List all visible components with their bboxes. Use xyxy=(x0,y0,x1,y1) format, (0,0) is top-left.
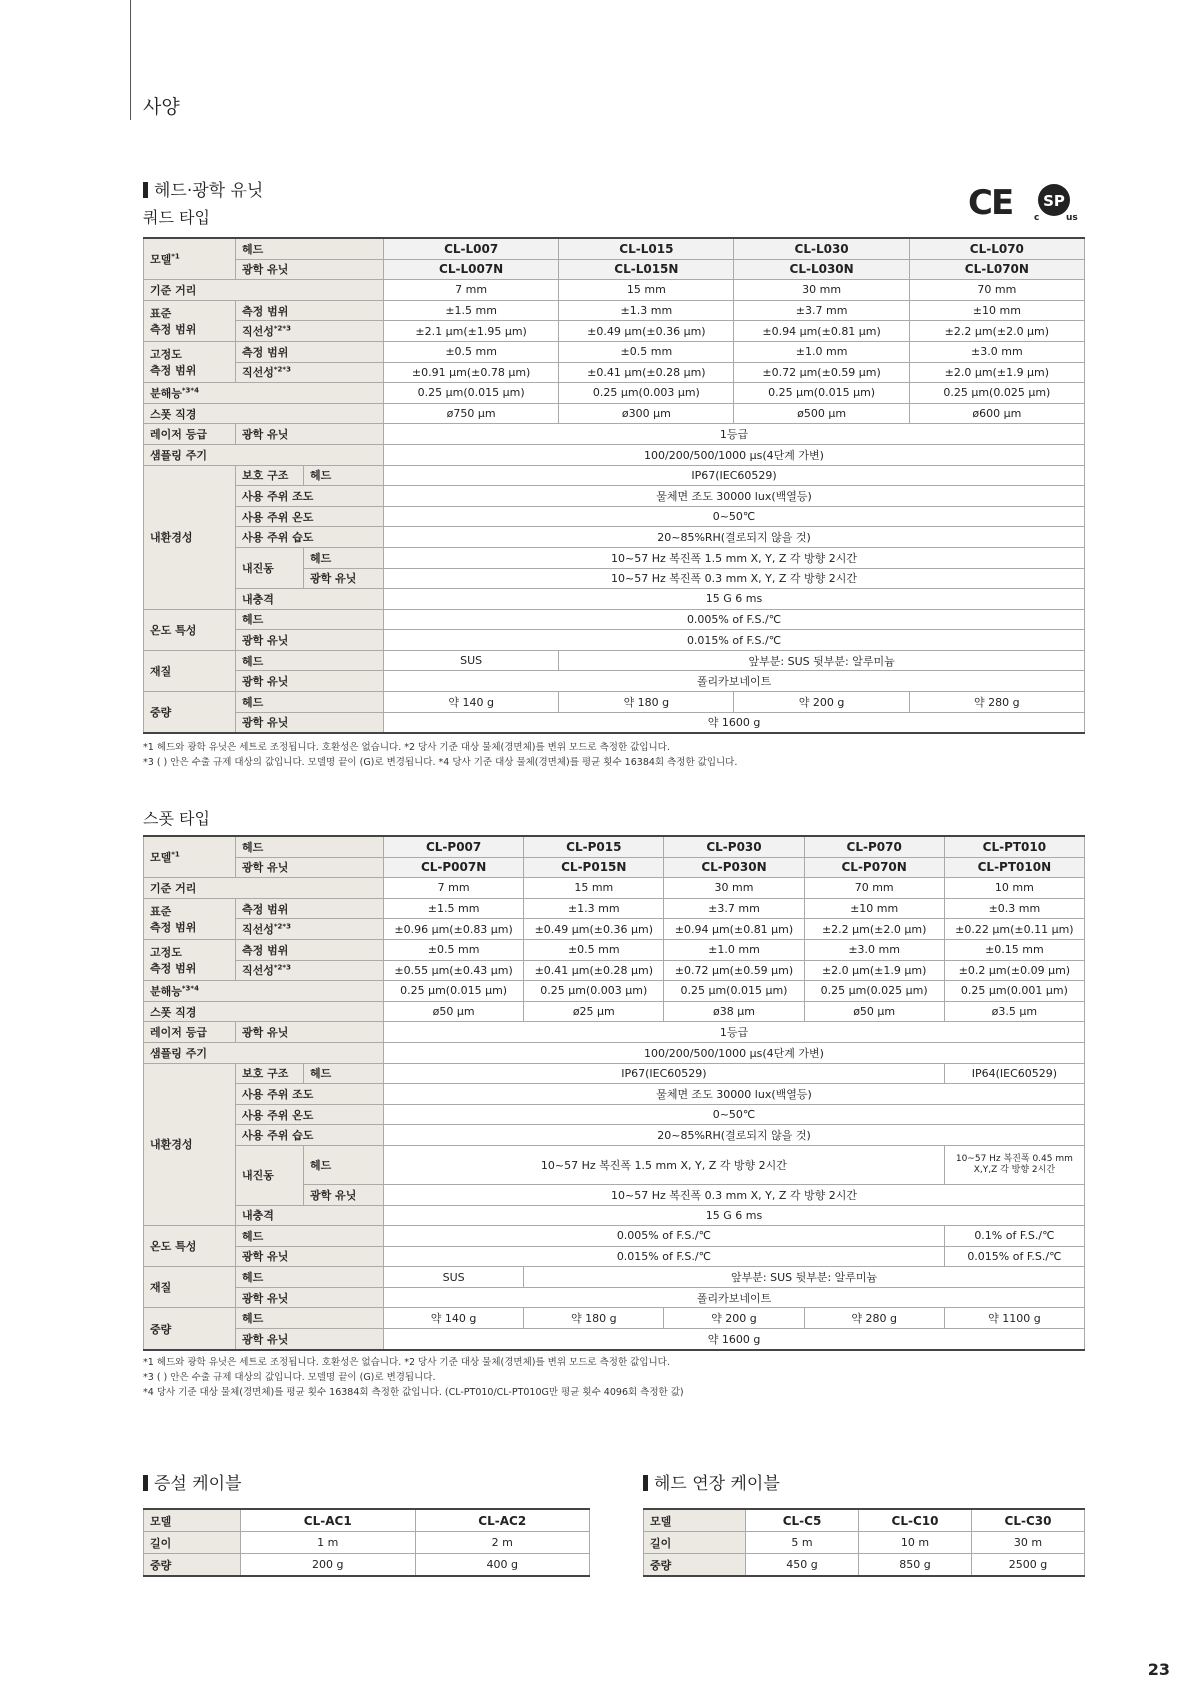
weight-label: 중량 xyxy=(144,692,236,734)
weight-label: 중량 xyxy=(144,1308,236,1350)
table-row xyxy=(144,1226,1085,1247)
value-cell: ±0.94 μm(±0.81 μm) xyxy=(734,321,909,342)
value-cell: 0.25 μm(0.015 μm) xyxy=(664,981,804,1002)
table-row xyxy=(144,506,1085,527)
table-row xyxy=(144,671,1085,692)
head-label: 헤드 xyxy=(236,692,384,713)
table-row xyxy=(144,362,1085,383)
table-row xyxy=(144,1532,590,1554)
spot-notes xyxy=(143,1355,684,1400)
light-label: 사용 주위 조도 xyxy=(236,1084,384,1105)
value-cell: ø300 μm xyxy=(559,403,734,424)
value-cell: 0~50℃ xyxy=(384,506,1085,527)
table-row xyxy=(144,1246,1085,1267)
value-cell: ø500 μm xyxy=(734,403,909,424)
meas-range-label: 측정 범위 xyxy=(236,939,384,960)
section-title-text: 헤드 연장 케이블 xyxy=(654,1474,780,1494)
value-cell: 1등급 xyxy=(384,1022,1085,1043)
subsection-title-quad: 쿼드 타입 xyxy=(143,208,210,227)
value-cell: 0.015% of F.S./℃ xyxy=(384,630,1085,651)
value-cell: 7 mm xyxy=(384,280,559,301)
material-label: 재질 xyxy=(144,1267,236,1308)
section-title-text: 헤드·광학 유닛 xyxy=(154,181,264,201)
head-label: 헤드 xyxy=(236,1267,384,1288)
shock-label: 내충격 xyxy=(236,1205,384,1226)
humid-label: 사용 주위 습도 xyxy=(236,1125,384,1146)
model-cell: CL-AC1 xyxy=(241,1509,416,1532)
table-row xyxy=(144,1329,1085,1350)
head-label: 헤드 xyxy=(236,238,384,259)
value-cell: 0.015% of F.S./℃ xyxy=(944,1246,1084,1267)
value-cell: ±2.0 μm(±1.9 μm) xyxy=(909,362,1084,383)
value-cell: 2 m xyxy=(415,1532,590,1554)
value-cell: ±2.0 μm(±1.9 μm) xyxy=(804,960,944,981)
model-cell: CL-P070N xyxy=(804,857,944,878)
value-cell: ±1.0 mm xyxy=(734,341,909,362)
value-cell: ±0.41 μm(±0.28 μm) xyxy=(559,362,734,383)
table-row xyxy=(144,857,1085,878)
table-row xyxy=(144,898,1085,919)
value-cell: 0.1% of F.S./℃ xyxy=(944,1226,1084,1247)
value-cell: ±0.5 mm xyxy=(384,939,524,960)
model-cell: CL-C10 xyxy=(859,1509,972,1532)
value-cell: ±0.3 mm xyxy=(944,898,1084,919)
table-row xyxy=(144,1063,1085,1084)
head-label: 헤드 xyxy=(236,609,384,630)
footnote: *4 당사 기준 대상 물체(경면체)를 평균 횟수 16384회 측정한 값입니다. (CL-PT010/CL-PT010G만 평균 횟수 4096회 측정한 값) xyxy=(143,1387,684,1398)
value-cell: 100/200/500/1000 μs(4단계 가변) xyxy=(384,444,1085,465)
value-cell: 0.25 μm(0.015 μm) xyxy=(384,383,559,404)
value-cell: 약 1100 g xyxy=(944,1308,1084,1329)
optical-label: 광학 유닛 xyxy=(304,568,384,589)
model-cell: CL-AC2 xyxy=(415,1509,590,1532)
table-row xyxy=(144,444,1085,465)
weight-label: 중량 xyxy=(144,1554,241,1577)
value-cell: 15 mm xyxy=(524,878,664,899)
head-label: 헤드 xyxy=(236,650,384,671)
value-cell: 15 G 6 ms xyxy=(384,1205,1085,1226)
table-row xyxy=(144,1042,1085,1063)
table-row xyxy=(144,712,1085,733)
value-cell: 10~57 Hz 복진폭 1.5 mm X, Y, Z 각 방향 2시간 xyxy=(384,547,1085,568)
value-cell: 0.25 μm(0.025 μm) xyxy=(909,383,1084,404)
head-label: 헤드 xyxy=(304,547,384,568)
value-cell: ±1.0 mm xyxy=(664,939,804,960)
footnote: *1 헤드와 광학 유닛은 세트로 조정됩니다. 호환성은 없습니다. *2 당사 기준 대상 물체(경면체)를 변위 모드로 측정한 값입니다. xyxy=(143,1357,670,1368)
value-cell: IP67(IEC60529) xyxy=(384,465,1085,486)
vib-label: 내진동 xyxy=(236,547,304,588)
model-cell: CL-P030N xyxy=(664,857,804,878)
temp-label: 사용 주위 온도 xyxy=(236,506,384,527)
value-cell: 0.25 μm(0.003 μm) xyxy=(559,383,734,404)
optical-label: 광학 유닛 xyxy=(236,1287,384,1308)
optical-label: 광학 유닛 xyxy=(236,1246,384,1267)
table-row xyxy=(144,465,1085,486)
length-label: 길이 xyxy=(644,1532,746,1554)
value-cell: 10~57 Hz 복진폭 0.3 mm X, Y, Z 각 방향 2시간 xyxy=(384,568,1085,589)
table-row xyxy=(144,589,1085,610)
value-cell: 물체면 조도 30000 lux(백열등) xyxy=(384,1084,1085,1105)
model-cell: CL-L015 xyxy=(559,238,734,259)
value-cell: ±3.0 mm xyxy=(804,939,944,960)
value-cell: 0.25 μm(0.015 μm) xyxy=(734,383,909,404)
value-cell: 70 mm xyxy=(909,280,1084,301)
laser-label: 레이저 등급 xyxy=(144,424,236,445)
value-cell: 약 200 g xyxy=(734,692,909,713)
table-row xyxy=(144,1554,590,1577)
csa-mark-text: SP xyxy=(1043,192,1065,210)
value-cell: ±3.0 mm xyxy=(909,341,1084,362)
value-cell: 약 140 g xyxy=(384,1308,524,1329)
value-cell: 100/200/500/1000 μs(4단계 가변) xyxy=(384,1042,1085,1063)
table-row xyxy=(144,280,1085,301)
table-row xyxy=(144,1509,590,1532)
head-label: 헤드 xyxy=(236,836,384,857)
value-cell: ±0.2 μm(±0.09 μm) xyxy=(944,960,1084,981)
model-cell: CL-L007 xyxy=(384,238,559,259)
model-cell: CL-PT010N xyxy=(944,857,1084,878)
value-cell: ø600 μm xyxy=(909,403,1084,424)
model-cell: CL-L030N xyxy=(734,259,909,280)
model-cell: CL-P007 xyxy=(384,836,524,857)
value-cell: ±3.7 mm xyxy=(664,898,804,919)
table-row xyxy=(144,1125,1085,1146)
value-cell: 15 G 6 ms xyxy=(384,589,1085,610)
model-label: 모델 xyxy=(644,1509,746,1532)
quad-spec-table xyxy=(143,237,1085,734)
footnote: *3 ( ) 안은 수출 규제 대상의 값입니다. 모델명 끝이 (G)로 변경됩니다. *4 당사 기준 대상 물체(경면체)를 평균 횟수 16384회 측정한 값입니다. xyxy=(143,757,738,768)
value-cell: SUS xyxy=(384,650,559,671)
weight-label: 중량 xyxy=(644,1554,746,1577)
value-cell: ±0.91 μm(±0.78 μm) xyxy=(384,362,559,383)
env-label: 내환경성 xyxy=(144,1063,236,1226)
table-row xyxy=(144,919,1085,940)
value-cell: ±10 mm xyxy=(804,898,944,919)
quad-notes xyxy=(143,740,737,770)
table-row xyxy=(144,1084,1085,1105)
ce-mark-icon: CE xyxy=(968,183,1013,223)
value-cell: ø750 μm xyxy=(384,403,559,424)
head-label: 헤드 xyxy=(304,1145,384,1184)
model-cell: CL-P070 xyxy=(804,836,944,857)
table-row xyxy=(144,630,1085,651)
optical-label: 광학 유닛 xyxy=(236,630,384,651)
temp-label: 사용 주위 온도 xyxy=(236,1104,384,1125)
value-cell: 10 m xyxy=(859,1532,972,1554)
value-cell: 0.25 μm(0.001 μm) xyxy=(944,981,1084,1002)
head-label: 헤드 xyxy=(304,465,384,486)
model-cell: CL-L030 xyxy=(734,238,909,259)
value-cell: SUS xyxy=(384,1267,524,1288)
optical-label: 광학 유닛 xyxy=(236,1329,384,1350)
value-cell: IP67(IEC60529) xyxy=(384,1063,945,1084)
value-cell: ±0.22 μm(±0.11 μm) xyxy=(944,919,1084,940)
value-cell: ±0.5 mm xyxy=(559,341,734,362)
value-cell: 10~57 Hz 복진폭 1.5 mm X, Y, Z 각 방향 2시간 xyxy=(384,1145,945,1184)
protect-label: 보호 구조 xyxy=(236,465,304,486)
sampling-label: 샘플링 주기 xyxy=(144,444,384,465)
model-cell: CL-C5 xyxy=(746,1509,859,1532)
standard-range-label: 표준 측정 범위 xyxy=(144,898,236,939)
optical-label: 광학 유닛 xyxy=(236,424,384,445)
value-cell: 10~57 Hz 복진폭 0.45 mm X,Y,Z 각 방향 2시간 xyxy=(944,1145,1084,1184)
value-cell: 0.005% of F.S./℃ xyxy=(384,609,1085,630)
table-row xyxy=(644,1532,1085,1554)
table-row xyxy=(144,486,1085,507)
value-cell: 1등급 xyxy=(384,424,1085,445)
head-label: 헤드 xyxy=(236,1308,384,1329)
table-row xyxy=(144,341,1085,362)
table-row xyxy=(144,960,1085,981)
meas-range-label: 측정 범위 xyxy=(236,898,384,919)
model-cell: CL-L007N xyxy=(384,259,559,280)
value-cell: ±0.49 μm(±0.36 μm) xyxy=(524,919,664,940)
spot-label: 스폿 직경 xyxy=(144,403,384,424)
table-row xyxy=(144,1145,1085,1184)
value-cell: 약 180 g xyxy=(559,692,734,713)
value-cell: 0~50℃ xyxy=(384,1104,1085,1125)
protect-label: 보호 구조 xyxy=(236,1063,304,1084)
table-row xyxy=(144,1001,1085,1022)
value-cell: 0.015% of F.S./℃ xyxy=(384,1246,945,1267)
table-row xyxy=(144,403,1085,424)
table-row xyxy=(144,650,1085,671)
section-title-ext-cable xyxy=(143,1469,242,1494)
table-row xyxy=(144,1205,1085,1226)
table-row xyxy=(644,1554,1085,1577)
value-cell: ø3.5 μm xyxy=(944,1001,1084,1022)
vib-label: 내진동 xyxy=(236,1145,304,1205)
section-bar-icon xyxy=(143,182,148,198)
table-row xyxy=(144,878,1085,899)
value-cell: 약 1600 g xyxy=(384,1329,1085,1350)
meas-range-label: 측정 범위 xyxy=(236,341,384,362)
table-row xyxy=(144,259,1085,280)
table-row xyxy=(144,300,1085,321)
value-cell: 70 mm xyxy=(804,878,944,899)
spot-spec-table xyxy=(143,835,1085,1351)
value-cell: 400 g xyxy=(415,1554,590,1577)
value-cell: ±1.3 mm xyxy=(524,898,664,919)
precision-range-label: 고정도 측정 범위 xyxy=(144,341,236,382)
value-cell: IP64(IEC60529) xyxy=(944,1063,1084,1084)
light-label: 사용 주위 조도 xyxy=(236,486,384,507)
ext-cable-table xyxy=(143,1508,590,1577)
section-bar-icon xyxy=(143,1475,148,1491)
length-label: 길이 xyxy=(144,1532,241,1554)
section-title-head-optical xyxy=(143,176,263,201)
value-cell: ±0.41 μm(±0.28 μm) xyxy=(524,960,664,981)
meas-range-label: 측정 범위 xyxy=(236,300,384,321)
value-cell: 폴리카보네이트 xyxy=(384,671,1085,692)
laser-label: 레이저 등급 xyxy=(144,1022,236,1043)
precision-range-label: 고정도 측정 범위 xyxy=(144,939,236,980)
linearity-label: 직선성$^{*2*3}$ xyxy=(236,321,384,342)
value-cell: 5 m xyxy=(746,1532,859,1554)
value-cell: 약 280 g xyxy=(909,692,1084,713)
value-cell: 0.25 μm(0.015 μm) xyxy=(384,981,524,1002)
value-cell: ø50 μm xyxy=(804,1001,944,1022)
model-cell: CL-P030 xyxy=(664,836,804,857)
humid-label: 사용 주위 습도 xyxy=(236,527,384,548)
env-label: 내환경성 xyxy=(144,465,236,609)
table-row xyxy=(144,547,1085,568)
value-cell: 앞부분: SUS 뒷부분: 알루미늄 xyxy=(524,1267,1085,1288)
value-cell: 10 mm xyxy=(944,878,1084,899)
value-cell: 10~57 Hz 복진폭 0.3 mm X, Y, Z 각 방향 2시간 xyxy=(384,1184,1085,1205)
value-cell: 20~85%RH(결로되지 않을 것) xyxy=(384,1125,1085,1146)
sampling-label: 샘플링 주기 xyxy=(144,1042,384,1063)
table-row xyxy=(144,939,1085,960)
value-cell: ±0.55 μm(±0.43 μm) xyxy=(384,960,524,981)
spot-label: 스폿 직경 xyxy=(144,1001,384,1022)
value-cell: 0.25 μm(0.003 μm) xyxy=(524,981,664,1002)
value-cell: ±0.96 μm(±0.83 μm) xyxy=(384,919,524,940)
csa-us-label: us xyxy=(1066,213,1078,222)
value-cell: ±2.2 μm(±2.0 μm) xyxy=(804,919,944,940)
head-cable-table xyxy=(643,1508,1085,1577)
linearity-label: 직선성$^{*2*3}$ xyxy=(236,919,384,940)
table-row xyxy=(144,1022,1085,1043)
model-cell: CL-P015 xyxy=(524,836,664,857)
table-row xyxy=(144,692,1085,713)
value-cell: 물체면 조도 30000 lux(백열등) xyxy=(384,486,1085,507)
value-cell: ±1.3 mm xyxy=(559,300,734,321)
value-cell: 약 200 g xyxy=(664,1308,804,1329)
value-cell: 약 1600 g xyxy=(384,712,1085,733)
table-row xyxy=(144,321,1085,342)
temp-char-label: 온도 특성 xyxy=(144,1226,236,1267)
material-label: 재질 xyxy=(144,650,236,691)
table-row xyxy=(144,981,1085,1002)
section-bar-icon xyxy=(643,1475,648,1491)
value-cell: 30 mm xyxy=(664,878,804,899)
table-row xyxy=(144,424,1085,445)
section-title-head-cable xyxy=(643,1469,780,1494)
value-cell: ±0.72 μm(±0.59 μm) xyxy=(734,362,909,383)
csa-c-label: c xyxy=(1034,213,1040,222)
value-cell: ±0.5 mm xyxy=(524,939,664,960)
footnote: *3 ( ) 안은 수출 규제 대상의 값입니다. 모델명 끝이 (G)로 변경됩니다. xyxy=(143,1372,436,1383)
resolution-label: 분해능$^{*3*4}$ xyxy=(144,981,384,1002)
model-cell: CL-PT010 xyxy=(944,836,1084,857)
value-cell: 7 mm xyxy=(384,878,524,899)
value-cell: 200 g xyxy=(241,1554,416,1577)
table-row xyxy=(144,238,1085,259)
table-row xyxy=(144,1308,1085,1329)
temp-char-label: 온도 특성 xyxy=(144,609,236,650)
model-cell: CL-L070 xyxy=(909,238,1084,259)
value-cell: 약 180 g xyxy=(524,1308,664,1329)
value-cell: ±3.7 mm xyxy=(734,300,909,321)
value-cell: ±0.72 μm(±0.59 μm) xyxy=(664,960,804,981)
model-cell: CL-L015N xyxy=(559,259,734,280)
value-cell: ±2.1 μm(±1.95 μm) xyxy=(384,321,559,342)
model-cell: CL-C30 xyxy=(972,1509,1085,1532)
value-cell: 폴리카보네이트 xyxy=(384,1287,1085,1308)
table-row xyxy=(144,609,1085,630)
table-row xyxy=(144,836,1085,857)
value-cell: 0.005% of F.S./℃ xyxy=(384,1226,945,1247)
optical-label: 광학 유닛 xyxy=(236,1022,384,1043)
value-cell: ø50 μm xyxy=(384,1001,524,1022)
footnote: *1 헤드와 광학 유닛은 세트로 조정됩니다. 호환성은 없습니다. *2 당사 기준 대상 물체(경면체)를 변위 모드로 측정한 값입니다. xyxy=(143,742,670,753)
value-cell: 0.25 μm(0.025 μm) xyxy=(804,981,944,1002)
linearity-label: 직선성$^{*2*3}$ xyxy=(236,362,384,383)
ref-distance-label: 기준 거리 xyxy=(144,280,384,301)
value-cell: 20~85%RH(결로되지 않을 것) xyxy=(384,527,1085,548)
value-cell: ø38 μm xyxy=(664,1001,804,1022)
value-cell: 30 mm xyxy=(734,280,909,301)
optical-label: 광학 유닛 xyxy=(236,857,384,878)
resolution-label: 분해능$^{*3*4}$ xyxy=(144,383,384,404)
optical-label: 광학 유닛 xyxy=(236,259,384,280)
value-cell: 1 m xyxy=(241,1532,416,1554)
value-cell: ±0.15 mm xyxy=(944,939,1084,960)
model-cell: CL-P015N xyxy=(524,857,664,878)
value-cell: 앞부분: SUS 뒷부분: 알루미늄 xyxy=(559,650,1085,671)
model-cell: CL-P007N xyxy=(384,857,524,878)
value-cell: 2500 g xyxy=(972,1554,1085,1577)
value-cell: ±0.94 μm(±0.81 μm) xyxy=(664,919,804,940)
value-cell: ±1.5 mm xyxy=(384,898,524,919)
section-title-text: 증설 케이블 xyxy=(154,1474,242,1494)
table-row xyxy=(144,527,1085,548)
value-cell: ±10 mm xyxy=(909,300,1084,321)
value-cell: 15 mm xyxy=(559,280,734,301)
value-cell: 약 140 g xyxy=(384,692,559,713)
subsection-title-spot: 스폿 타입 xyxy=(143,809,210,828)
head-label: 헤드 xyxy=(304,1063,384,1084)
table-row xyxy=(644,1509,1085,1532)
value-cell: 30 m xyxy=(972,1532,1085,1554)
optical-label: 광학 유닛 xyxy=(236,671,384,692)
model-label: 모델$^{*1}$ xyxy=(144,238,236,280)
value-cell: 약 280 g xyxy=(804,1308,944,1329)
model-label: 모델$^{*1}$ xyxy=(144,836,236,878)
table-row xyxy=(144,1287,1085,1308)
table-row xyxy=(144,1104,1085,1125)
page-title: 사양 xyxy=(143,96,180,118)
table-row xyxy=(144,1267,1085,1288)
table-row xyxy=(144,383,1085,404)
value-cell: 850 g xyxy=(859,1554,972,1577)
ref-distance-label: 기준 거리 xyxy=(144,878,384,899)
value-cell: ø25 μm xyxy=(524,1001,664,1022)
optical-label: 광학 유닛 xyxy=(236,712,384,733)
value-cell: ±1.5 mm xyxy=(384,300,559,321)
csa-mark-icon xyxy=(1034,180,1080,222)
value-cell: 450 g xyxy=(746,1554,859,1577)
value-cell: ±2.2 μm(±2.0 μm) xyxy=(909,321,1084,342)
linearity-label: 직선성$^{*2*3}$ xyxy=(236,960,384,981)
page-margin-line xyxy=(130,0,131,120)
head-label: 헤드 xyxy=(236,1226,384,1247)
standard-range-label: 표준 측정 범위 xyxy=(144,300,236,341)
model-cell: CL-L070N xyxy=(909,259,1084,280)
value-cell: ±0.5 mm xyxy=(384,341,559,362)
page-number: 23 xyxy=(1147,1660,1170,1679)
value-cell: ±0.49 μm(±0.36 μm) xyxy=(559,321,734,342)
shock-label: 내충격 xyxy=(236,589,384,610)
model-label: 모델 xyxy=(144,1509,241,1532)
optical-label: 광학 유닛 xyxy=(304,1184,384,1205)
